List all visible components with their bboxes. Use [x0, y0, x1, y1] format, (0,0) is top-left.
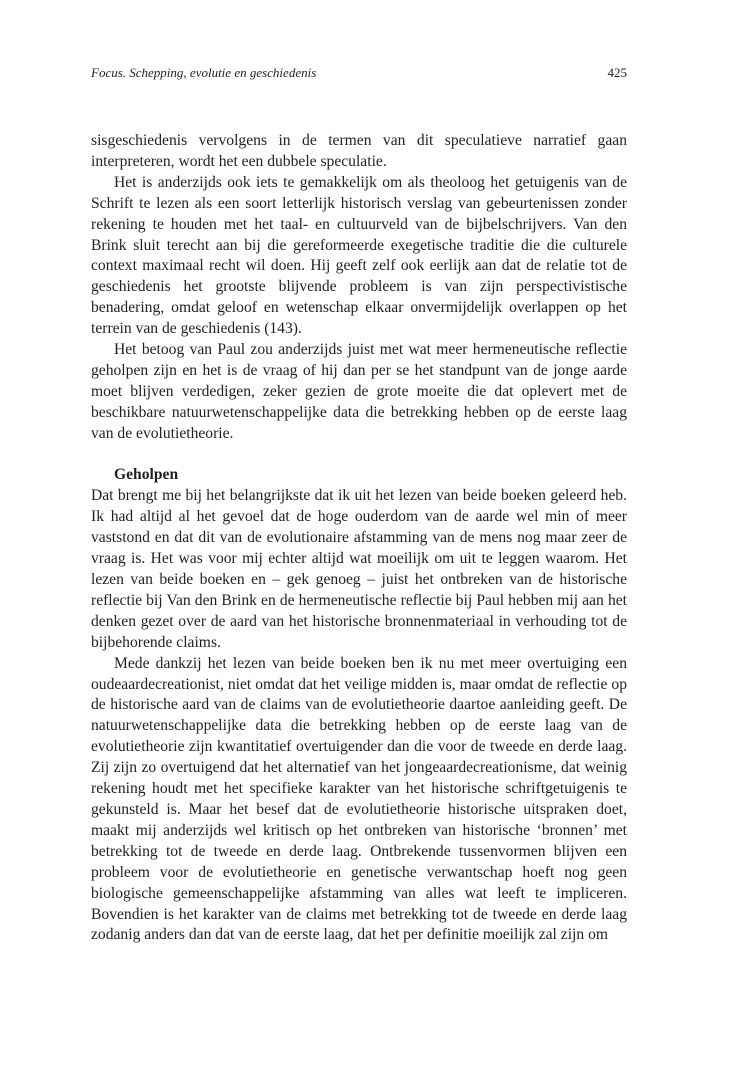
body-text: [91, 131, 627, 946]
running-title: Focus. Schepping, evolutie en geschiedenis: [91, 65, 317, 80]
running-head: [91, 64, 627, 82]
section-heading: Geholpen: [114, 466, 179, 484]
page-number: 425: [607, 65, 627, 80]
paragraph: Mede dankzij het lezen van beide boeken ben ik nu met meer overtuiging een oudeaardecreationist, niet omdat dat het veilige midden is, maar omdat de reflectie op de historische aard van de claims van de evolutietheorie daartoe aanleiding geeft. De natuurwetenschappelijke data die betrekking hebben op de eerste laag van de evolutietheorie zijn kwantitatief overtuigender dan die voor de tweede en derde laag. Zij zijn zo overtuigend dat het alternatief van het jongeaardecreationisme, dat weinig rekening houdt met het specifieke karakter van het historische schriftgetuigenis te gekunsteld is. Maar het besef dat de evolutietheorie historische uitspraken doet, maakt mij anderzijds wel kritisch op het ontbreken van historische ‘bronnen’ met betrekking tot de tweede en derde laag. Ontbrekende tussenvormen blijven een probleem voor de evolutietheorie en genetische verwantschap hoeft nog geen biologische gemeenschappelijke afstamming van alles wat leeft te impliceren. Bovendien is het karakter van de claims met betrekking tot de tweede en derde laag zodanig anders dan dat van de eerste laag, dat het per definitie moeilijk zal zijn om: [91, 654, 627, 944]
paragraph: Het is anderzijds ook iets te gemakkelijk om als theoloog het getuigenis van de Schrift te lezen als een soort letterlijk historisch verslag van gebeurtenissen zonder rekening te houden met het taal- en cultuurveld van de bijbelschrijvers. Van den Brink sluit terecht aan bij die gereformeerde exegetische traditie die die culturele context maximaal recht wil doen. Hij geeft zelf ook eerlijk aan dat de relatie tot de geschiedenis het grootste blijvende probleem is van zijn perspectivistische benadering, omdat geloof en wetenschap elkaar onvermijdelijk overlappen op het terrein van de geschiedenis (143).: [91, 173, 627, 338]
paragraph: Dat brengt me bij het belangrijkste dat ik uit het lezen van beide boeken geleerd heb. Ik had altijd al het gevoel dat de hoge ouderdom van de aarde wel min of meer vaststond en dat dit van de evolutionaire afstamming van de mens nog maar zeer de vraag is. Het was voor mij echter altijd wat moeilijk om uit te leggen waarom. Het lezen van beide boeken en – gek genoeg – juist het ontbreken van de historische reflectie bij Van den Brink en de hermeneutische reflectie bij Paul hebben mij aan het denken gezet over de aard van het historische bronnenmateriaal in verhouding tot de bijbehorende claims.: [91, 487, 627, 651]
paragraph: Het betoog van Paul zou anderzijds juist met wat meer hermeneutische reflectie geholpen zijn en het is de vraag of hij dan per se het standpunt van de jonge aarde moet blijven verdedigen, zeker gezien de grote moeite die dat oplevert met de beschikbare natuurwetenschappelijke data die betrekking hebben op de eerste laag van de evolutietheorie.: [91, 341, 627, 442]
paragraph: sisgeschiedenis vervolgens in de termen van dit speculatieve narratief gaan interpreteren, wordt het een dubbele speculatie.: [91, 132, 627, 170]
